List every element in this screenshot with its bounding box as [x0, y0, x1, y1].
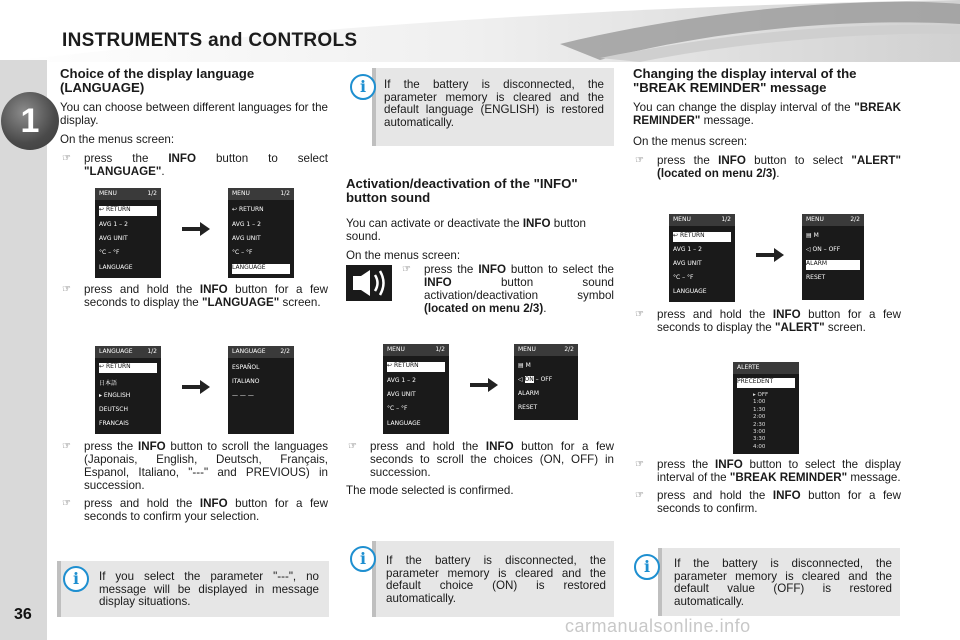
language-battery-note	[359, 68, 614, 146]
info-sound-step-2-block	[346, 440, 614, 503]
language-steps-3-4	[60, 440, 328, 528]
info-sound-heading: Activation/deactivation of the "INFO" button sound	[346, 176, 578, 205]
language-battery-note-text: If the battery is disconnected, the parameter memory is cleared and the default language (ENGLISH) is restored automatically.	[384, 78, 604, 129]
break-reminder-step-4: ☞ press and hold the INFO button for a few seconds to confirm.	[635, 489, 901, 515]
menu-screen-1-language: MENU 1/2 ↩ RETURN AVG 1 – 2 AVG UNIT °C – °F LANGUAGE	[228, 188, 294, 278]
watermark: carmanualsonline.info	[565, 616, 751, 636]
info-sound-section	[346, 177, 614, 268]
info-icon: i	[634, 554, 660, 580]
arrow-icon	[182, 380, 210, 394]
interval-option: 2:00	[753, 414, 766, 421]
language-step-2-block	[60, 283, 328, 314]
language-heading: Choice of the display language (LANGUAGE)	[60, 66, 255, 95]
language-note-text: If you select the parameter "---", no message will be displayed in message display situations.	[99, 570, 319, 608]
interval-option: 1:30	[753, 406, 766, 413]
sound-symbol-icon	[346, 265, 392, 301]
interval-list	[753, 392, 793, 451]
arrow-icon	[756, 248, 784, 262]
break-reminder-step-1: ☞ press the INFO button to select "ALERT" (located on menu 2/3).	[635, 154, 901, 180]
interval-option: 1:00	[753, 399, 766, 406]
break-reminder-note-text: If the battery is disconnected, the parameter memory is cleared and the default value (OFF) is restored automatically.	[674, 557, 892, 608]
sound-battery-note	[359, 541, 614, 617]
interval-option: 3:00	[753, 428, 766, 435]
break-reminder-intro: You can change the display interval of the "BREAK REMINDER" message.	[633, 101, 901, 127]
chapter-number-badge: 1	[1, 92, 59, 150]
menu-screen-sound-2: MENU 2/2 ▤ M ◁ ON – OFF ALARM RESET	[514, 344, 578, 420]
break-reminder-heading: Changing the display interval of the "BREAK REMINDER" message	[633, 66, 857, 95]
break-reminder-section	[633, 67, 901, 185]
bullet-icon: ☞	[348, 441, 357, 452]
interval-option: ▸ OFF	[753, 392, 769, 398]
break-reminder-step-3: ☞ press the INFO button to select the display interval of the "BREAK REMINDER" message.	[635, 458, 901, 484]
bullet-icon: ☞	[62, 153, 71, 164]
break-reminder-battery-note	[643, 548, 900, 616]
sound-battery-note-text: If the battery is disconnected, the parameter memory is cleared and the default choice (ON) is restored automatically.	[386, 554, 606, 605]
menu-screen-alert-2: MENU 2/2 ▤ M ◁ ON – OFF ALARM RESET	[802, 214, 864, 300]
language-menus-label: On the menus screen:	[60, 133, 175, 146]
language-screen-1: LANGUAGE 1/2 ↩ RETURN 日本語 ▸ ENGLISH DEUTSCH FRANCAIS	[95, 346, 161, 434]
info-icon: i	[350, 546, 376, 572]
language-step-4: ☞ press and hold the INFO button for a few seconds to confirm your selection.	[62, 497, 328, 523]
language-section	[60, 67, 328, 183]
arrow-icon	[470, 378, 498, 392]
break-reminder-step-2: ☞ press and hold the INFO button for a few seconds to display the "ALERT" screen.	[635, 308, 901, 334]
bullet-icon: ☞	[402, 264, 411, 275]
bullet-icon: ☞	[635, 490, 644, 501]
menu-screen-1: MENU 1/2 ↩ RETURN AVG 1 – 2 AVG UNIT °C – °F LANGUAGE	[95, 188, 161, 278]
bullet-icon: ☞	[62, 441, 71, 452]
break-reminder-menus-label: On the menus screen:	[633, 135, 748, 148]
interval-option: 3:30	[753, 436, 766, 443]
arrow-icon	[182, 222, 210, 236]
bullet-icon: ☞	[635, 309, 644, 320]
language-info-note	[57, 561, 329, 617]
info-icon: i	[63, 566, 89, 592]
info-sound-step-2: ☞ press and hold the INFO button for a few seconds to scroll the choices (ON, OFF) in succession.	[348, 440, 614, 479]
bullet-icon: ☞	[62, 498, 71, 509]
bullet-icon: ☞	[635, 155, 644, 166]
interval-option: 4:00	[753, 443, 766, 450]
menu-screen-sound-1: MENU 1/2 ↩ RETURN AVG 1 – 2 AVG UNIT °C – °F LANGUAGE	[383, 344, 449, 434]
break-reminder-step-2-block	[633, 308, 901, 339]
page-title: INSTRUMENTS and CONTROLS	[62, 30, 358, 51]
info-sound-confirm: The mode selected is confirmed.	[346, 484, 514, 497]
language-screen-2: LANGUAGE 2/2 ESPAÑOL ITALIANO — — —	[228, 346, 294, 434]
info-sound-menus-label: On the menus screen:	[346, 249, 461, 262]
break-reminder-steps-3-4	[633, 458, 901, 520]
language-step-2: ☞ press and hold the INFO button for a few seconds to display the "LANGUAGE" screen.	[62, 283, 328, 309]
info-sound-step-1-block	[400, 263, 614, 320]
language-step-1: ☞ press the INFO button to select "LANGUAGE".	[62, 152, 328, 178]
info-icon: i	[350, 74, 376, 100]
info-sound-intro: You can activate or deactivate the INFO button sound.	[346, 217, 586, 243]
alert-interval-screen: ALERTE PRECEDENT ▸ OFF 1:00 1:30 2:00 2:30 3:00 3:30 4:00	[733, 362, 799, 454]
page-number: 36	[14, 606, 32, 623]
interval-option: 2:30	[753, 421, 766, 428]
language-intro: You can choose between different languages for the display.	[60, 101, 328, 127]
info-sound-step-1: ☞ press the INFO button to select the INFO button sound activation/deactivation symbol (located on menu 2/3).	[402, 263, 614, 315]
language-step-3: ☞ press the INFO button to scroll the languages (Japonais, English, Deutsch, Français, Espanol, Italiano, "---" and PREVIOUS) in succession.	[62, 440, 328, 492]
bullet-icon: ☞	[635, 459, 644, 470]
menu-screen-alert-1: MENU 1/2 ↩ RETURN AVG 1 – 2 AVG UNIT °C – °F LANGUAGE	[669, 214, 735, 302]
page-header	[0, 0, 960, 62]
bullet-icon: ☞	[62, 284, 71, 295]
